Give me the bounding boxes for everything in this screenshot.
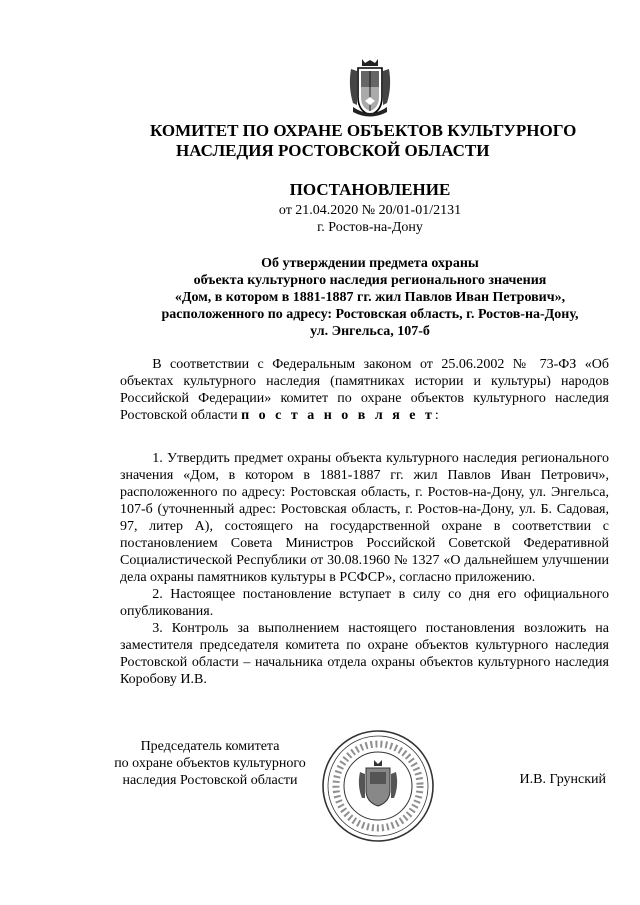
subject-line: Об утверждении предмета охраны	[261, 256, 479, 271]
resolution-item-1: 1. Утвердить предмет охраны объекта культурного наследия регионального значения «Дом, в котором в 1881-1887 гг. жил Павлов Иван Петрович», расположенного по адресу: Ростовская область, г. Ростов-на-Дону, ул. Энгельса, 107-б (уточненный адрес: Ростовская область, г. Ростов-на-Дону, ул. Б. Садовая, 97, литер А), состоящего на государственной охране в соответствии с постановлением Совета Министров Российской Советской Федеративной Социалистической Республики от 30.08.1960 № 1327 «О дальнейшем улучшении дела охраны памятников культуры в РСФСР», согласно приложению.	[120, 451, 609, 585]
official-seal-icon	[320, 728, 436, 844]
signatory-position-line: Председатель комитета	[140, 739, 280, 754]
document-meta	[220, 202, 520, 236]
signatory-name: И.В. Грунский	[519, 772, 606, 787]
subject-line: «Дом, в котором в 1881-1887 гг. жил Павлов Иван Петрович»,	[174, 290, 566, 305]
intro-paragraph	[120, 356, 609, 424]
coat-of-arms-icon	[347, 57, 393, 121]
committee-name	[150, 121, 590, 161]
document-date-number: от 21.04.2020 № 20/01-01/2131	[278, 203, 462, 218]
signatory-position-line: по охране объектов культурного	[114, 756, 306, 771]
resolution-items	[120, 450, 609, 688]
document-city: г. Ростов-на-Дону	[317, 220, 423, 235]
signatory-position-line: наследия Ростовской области	[122, 773, 298, 788]
subject-line: ул. Энгельса, 107-б	[310, 324, 430, 339]
resolution-item-3: 3. Контроль за выполнением настоящего постановления возложить на заместителя председателя комитета по охране объектов культурного наследия Ростовской области – начальника отдела охраны объектов культурного наследия Коробову И.В.	[120, 621, 609, 687]
subject-line: объекта культурного наследия регионального значения	[193, 273, 547, 288]
resolve-word: п о с т а н о в л я е т	[241, 408, 435, 423]
committee-name-line-1: КОМИТЕТ ПО ОХРАНЕ ОБЪЕКТОВ КУЛЬТУРНОГО	[150, 121, 577, 140]
resolve-colon: :	[434, 408, 439, 423]
resolution-item-2: 2. Настоящее постановление вступает в силу со дня его официального опубликования.	[120, 587, 609, 619]
document-subject	[100, 255, 640, 340]
signatory-position	[100, 738, 320, 789]
document-title: ПОСТАНОВЛЕНИЕ	[289, 180, 451, 199]
subject-line: расположенного по адресу: Ростовская область, г. Ростов-на-Дону,	[161, 307, 579, 322]
intro-body: В соответствии с Федеральным законом от 25.06.2002 № 73-ФЗ «Об объектах культурного наследия (памятниках истории и культуры) народов Российской Федерации» комитет по охране объектов культурного наследия Ростовской области	[120, 357, 609, 423]
committee-name-line-2: НАСЛЕДИЯ РОСТОВСКОЙ ОБЛАСТИ	[176, 141, 490, 160]
intro-text	[120, 356, 609, 424]
